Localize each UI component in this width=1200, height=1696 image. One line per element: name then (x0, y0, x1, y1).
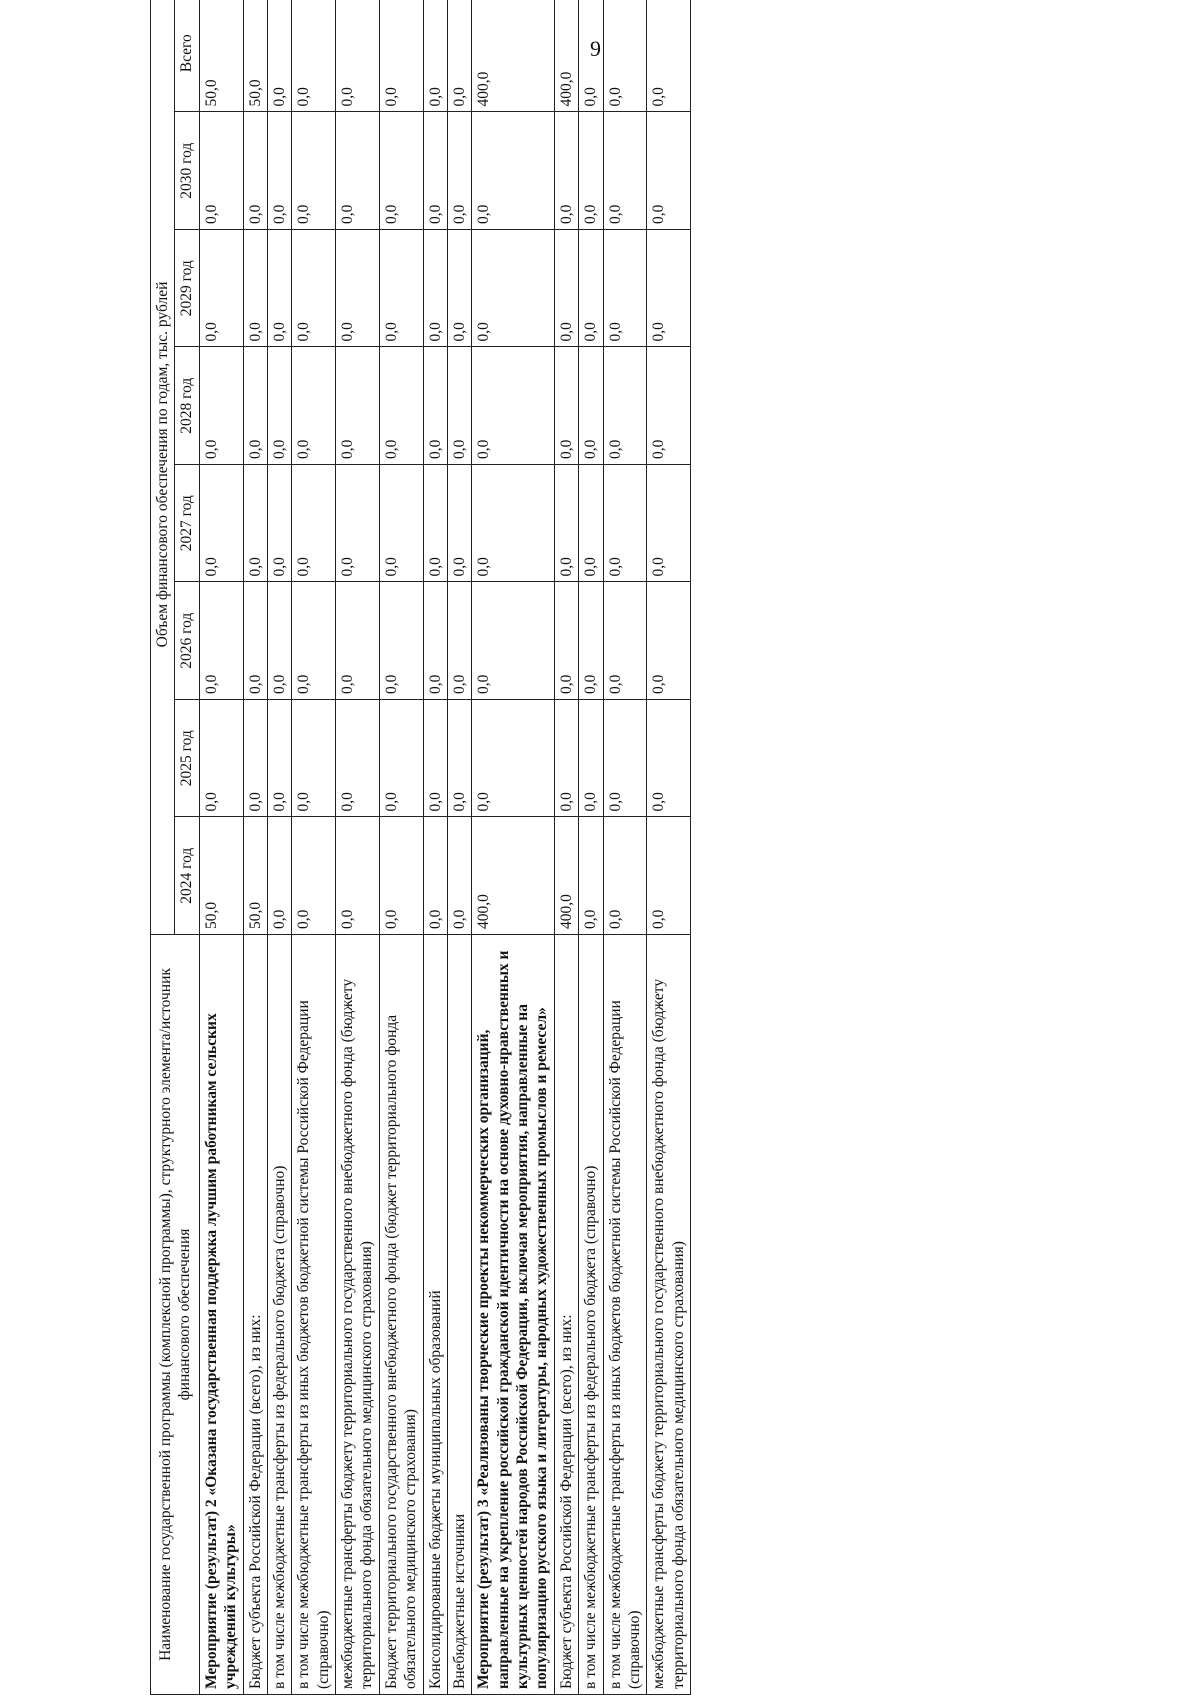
value-cell: 0,0 (292, 112, 336, 230)
row-label: межбюджетные трансферты бюджету территориального государственного внебюджетного фонда (бюджету территориального фонда обязательного медицинского страхования) (336, 935, 380, 1695)
value-cell: 0,0 (647, 347, 691, 465)
value-cell: 0,0 (199, 582, 243, 700)
value-cell: 0,0 (199, 700, 243, 818)
value-cell: 50,0 (199, 0, 243, 112)
row-label: в том числе межбюджетные трансферты из иных бюджетов бюджетной системы Российской Федерации (справочно) (292, 935, 336, 1695)
value-cell: 0,0 (379, 582, 423, 700)
value-cell: 0,0 (447, 582, 471, 700)
value-cell: 0,0 (579, 112, 603, 230)
value-cell: 0,0 (647, 700, 691, 818)
value-cell: 0,0 (447, 817, 471, 935)
year-header: Всего (175, 0, 199, 112)
value-cell: 0,0 (447, 465, 471, 583)
rotated-table-container (150, 34, 1050, 1695)
value-cell: 0,0 (554, 230, 578, 348)
value-cell: 0,0 (603, 347, 647, 465)
value-cell: 0,0 (243, 347, 267, 465)
value-cell: 0,0 (423, 112, 447, 230)
value-cell: 0,0 (199, 465, 243, 583)
table-row (292, 0, 336, 1695)
table-row (243, 0, 267, 1695)
value-cell: 0,0 (579, 230, 603, 348)
value-cell: 0,0 (423, 700, 447, 818)
value-cell: 0,0 (579, 700, 603, 818)
value-cell: 0,0 (647, 465, 691, 583)
value-cell: 0,0 (292, 230, 336, 348)
table-row (647, 0, 691, 1695)
value-cell: 0,0 (472, 347, 555, 465)
row-label: в том числе межбюджетные трансферты из федерального бюджета (справочно) (579, 935, 603, 1695)
year-header: 2027 год (175, 465, 199, 583)
value-cell: 50,0 (199, 817, 243, 935)
value-cell: 0,0 (199, 347, 243, 465)
value-cell: 0,0 (423, 817, 447, 935)
value-cell: 0,0 (336, 112, 380, 230)
value-cell: 0,0 (292, 700, 336, 818)
year-header: 2030 год (175, 112, 199, 230)
row-label: Бюджет территориального государственного внебюджетного фонда (бюджет территориального фонда обязательного медицинского страхования) (379, 935, 423, 1695)
value-cell: 0,0 (267, 347, 291, 465)
value-cell: 0,0 (267, 582, 291, 700)
value-cell: 0,0 (472, 230, 555, 348)
value-cell: 0,0 (267, 230, 291, 348)
year-header: 2029 год (175, 230, 199, 348)
value-cell: 0,0 (647, 817, 691, 935)
table-row (579, 0, 603, 1695)
value-cell: 0,0 (647, 0, 691, 112)
row-label: межбюджетные трансферты бюджету территориального государственного внебюджетного фонда (бюджету территориального фонда обязательного медицинского страхования) (647, 935, 691, 1695)
financing-table (150, 0, 691, 1695)
value-cell: 50,0 (243, 817, 267, 935)
value-cell: 0,0 (579, 817, 603, 935)
value-cell: 0,0 (554, 582, 578, 700)
value-cell: 0,0 (423, 347, 447, 465)
value-cell: 0,0 (603, 112, 647, 230)
value-cell: 0,0 (379, 112, 423, 230)
value-cell: 0,0 (554, 112, 578, 230)
value-cell: 0,0 (647, 230, 691, 348)
value-cell: 0,0 (472, 465, 555, 583)
year-header: 2026 год (175, 582, 199, 700)
value-cell: 0,0 (199, 230, 243, 348)
value-cell: 0,0 (603, 582, 647, 700)
table-row (379, 0, 423, 1695)
year-header: 2024 год (175, 817, 199, 935)
header-volume: Объем финансового обеспечения по годам, тыс. рублей (151, 0, 175, 935)
value-cell: 0,0 (603, 465, 647, 583)
table-row (267, 0, 291, 1695)
value-cell: 0,0 (379, 700, 423, 818)
value-cell: 0,0 (336, 817, 380, 935)
value-cell: 0,0 (447, 230, 471, 348)
table-row (472, 0, 555, 1695)
value-cell: 0,0 (292, 817, 336, 935)
value-cell: 0,0 (243, 465, 267, 583)
row-label: Мероприятие (результат) 3 «Реализованы творческие проекты некоммерческих организаций, направленные на укрепление российской гражданской идентичности на основе духовно-нравственных и культурных ценностей народов Российской Федерации, включая мероприятия, направленные на популяризацию русского языка и литературы, народных художественных промыслов и ремесел» (472, 935, 555, 1695)
table-row (603, 0, 647, 1695)
value-cell: 0,0 (267, 112, 291, 230)
value-cell: 0,0 (579, 465, 603, 583)
table-row (336, 0, 380, 1695)
value-cell: 0,0 (423, 230, 447, 348)
value-cell: 0,0 (379, 817, 423, 935)
page-number: 9 (590, 36, 601, 61)
value-cell: 0,0 (379, 230, 423, 348)
value-cell: 0,0 (447, 700, 471, 818)
value-cell: 0,0 (472, 700, 555, 818)
value-cell: 0,0 (423, 0, 447, 112)
row-label: в том числе межбюджетные трансферты из иных бюджетов бюджетной системы Российской Федерации (справочно) (603, 935, 647, 1695)
value-cell: 0,0 (379, 347, 423, 465)
row-label: Бюджет субъекта Российской Федерации (всего), из них: (554, 935, 578, 1695)
year-header: 2028 год (175, 347, 199, 465)
value-cell: 0,0 (603, 817, 647, 935)
value-cell: 0,0 (379, 0, 423, 112)
value-cell: 0,0 (292, 465, 336, 583)
value-cell: 0,0 (336, 347, 380, 465)
value-cell: 0,0 (267, 0, 291, 112)
value-cell: 0,0 (336, 0, 380, 112)
value-cell: 0,0 (447, 347, 471, 465)
table-row (447, 0, 471, 1695)
value-cell: 0,0 (579, 582, 603, 700)
value-cell: 0,0 (472, 582, 555, 700)
value-cell: 0,0 (554, 347, 578, 465)
row-label: Внебюджетные источники (447, 935, 471, 1695)
year-header: 2025 год (175, 700, 199, 818)
value-cell: 0,0 (647, 112, 691, 230)
value-cell: 0,0 (447, 112, 471, 230)
value-cell: 0,0 (267, 465, 291, 583)
value-cell: 0,0 (423, 465, 447, 583)
table-row (554, 0, 578, 1695)
value-cell: 0,0 (423, 582, 447, 700)
value-cell: 0,0 (647, 582, 691, 700)
value-cell: 0,0 (579, 347, 603, 465)
value-cell: 0,0 (243, 112, 267, 230)
value-cell: 0,0 (199, 112, 243, 230)
value-cell: 0,0 (336, 230, 380, 348)
value-cell: 0,0 (336, 582, 380, 700)
value-cell: 0,0 (447, 0, 471, 112)
header-name: Наименование государственной программы (комплексной программы), структурного элемента/источник финансового обеспечения (151, 935, 200, 1695)
value-cell: 0,0 (243, 582, 267, 700)
value-cell: 0,0 (267, 817, 291, 935)
value-cell: 50,0 (243, 0, 267, 112)
value-cell: 400,0 (472, 817, 555, 935)
table-row (423, 0, 447, 1695)
value-cell: 0,0 (336, 465, 380, 583)
value-cell: 0,0 (243, 230, 267, 348)
value-cell: 0,0 (292, 0, 336, 112)
row-label: Мероприятие (результат) 2 «Оказана государственная поддержка лучшим работникам сельских учреждений культуры» (199, 935, 243, 1695)
value-cell: 0,0 (579, 0, 603, 112)
table-body (199, 0, 690, 1695)
value-cell: 0,0 (603, 230, 647, 348)
value-cell: 0,0 (292, 347, 336, 465)
value-cell: 0,0 (554, 700, 578, 818)
value-cell: 0,0 (336, 700, 380, 818)
value-cell: 0,0 (603, 700, 647, 818)
value-cell: 0,0 (603, 0, 647, 112)
row-label: Консолидированные бюджеты муниципальных образований (423, 935, 447, 1695)
value-cell: 400,0 (472, 0, 555, 112)
row-label: в том числе межбюджетные трансферты из федерального бюджета (справочно) (267, 935, 291, 1695)
value-cell: 400,0 (554, 817, 578, 935)
table-row (199, 0, 243, 1695)
row-label: Бюджет субъекта Российской Федерации (всего), из них: (243, 935, 267, 1695)
value-cell: 0,0 (379, 465, 423, 583)
value-cell: 0,0 (554, 465, 578, 583)
value-cell: 0,0 (267, 700, 291, 818)
value-cell: 0,0 (472, 112, 555, 230)
value-cell: 0,0 (243, 700, 267, 818)
value-cell: 0,0 (292, 582, 336, 700)
value-cell: 400,0 (554, 0, 578, 112)
